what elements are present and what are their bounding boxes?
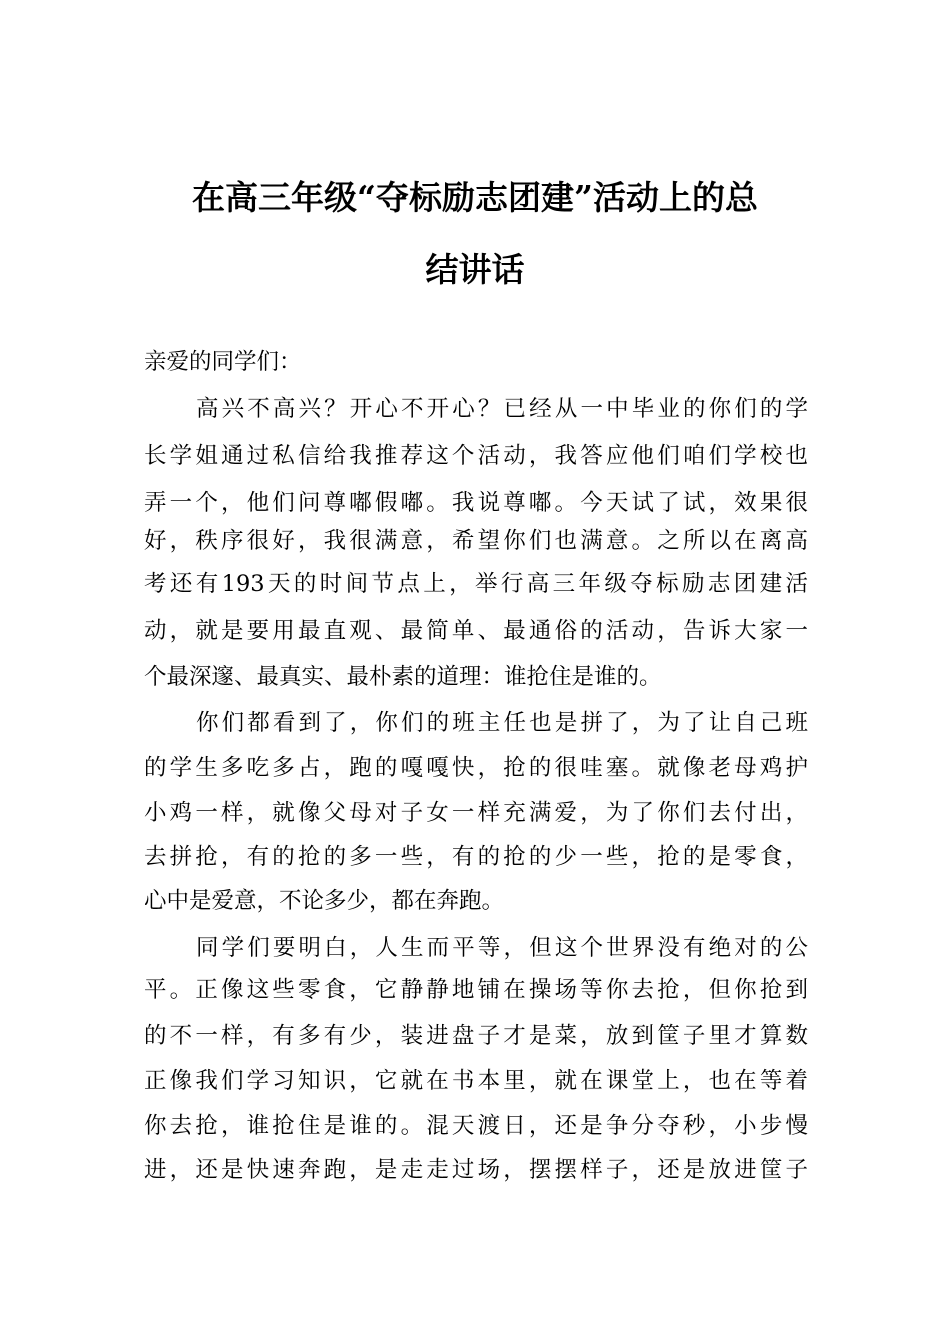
paragraph-2-line-5: 心中是爱意，不论多少，都在奔跑。 bbox=[144, 888, 505, 914]
paragraph-3-line-3: 的不一样，有多有少，装进盘子才是菜，放到筐子里才算数 bbox=[144, 1023, 808, 1049]
paragraph-2-line-1: 你们都看到了，你们的班主任也是拼了，为了让自己班 bbox=[196, 710, 808, 736]
paragraph-2-line-4: 去拼抢，有的抢的多一些，有的抢的少一些，抢的是零食， bbox=[144, 844, 808, 870]
paragraph-1-line-1: 高兴不高兴？开心不开心？已经从一中毕业的你们的学 bbox=[196, 396, 808, 422]
greeting: 亲爱的同学们： bbox=[144, 349, 302, 375]
paragraph-1-line-7: 个最深邃、最真实、最朴素的道理：谁抢住是谁的。 bbox=[144, 664, 662, 690]
paragraph-3-line-2: 平。正像这些零食，它静静地铺在操场等你去抢，但你抢到 bbox=[144, 977, 808, 1003]
paragraph-3-line-6: 进，还是快速奔跑，是走走过场，摆摆样子，还是放进筐子 bbox=[144, 1157, 808, 1183]
paragraph-1-line-3: 弄一个，他们问尊嘟假嘟。我说尊嘟。今天试了试，效果很 bbox=[144, 490, 808, 516]
document-title-line-2: 结讲话 bbox=[425, 250, 525, 289]
paragraph-2-line-3: 小鸡一样，就像父母对子女一样充满爱，为了你们去付出， bbox=[144, 800, 808, 826]
paragraph-1-line-6: 动，就是要用最直观、最简单、最通俗的活动，告诉大家一 bbox=[144, 618, 808, 644]
paragraph-1-line-5: 考还有193天的时间节点上，举行高三年级夺标励志团建活 bbox=[144, 571, 808, 597]
paragraph-3-line-4: 正像我们学习知识，它就在书本里，就在课堂上，也在等着 bbox=[144, 1068, 808, 1094]
paragraph-1-line-2: 长学姐通过私信给我推荐这个活动，我答应他们咱们学校也 bbox=[144, 443, 808, 469]
paragraph-1-line-4: 好，秩序很好，我很满意，希望你们也满意。之所以在离高 bbox=[144, 528, 808, 554]
document-title-line-1: 在高三年级“夺标励志团建”活动上的总 bbox=[192, 178, 758, 217]
paragraph-3-line-1: 同学们要明白，人生而平等，但这个世界没有绝对的公 bbox=[196, 935, 808, 961]
paragraph-2-line-2: 的学生多吃多占，跑的嘎嘎快，抢的很哇塞。就像老母鸡护 bbox=[144, 755, 808, 781]
paragraph-3-line-5: 你去抢，谁抢住是谁的。混天渡日，还是争分夺秒，小步慢 bbox=[144, 1113, 808, 1139]
